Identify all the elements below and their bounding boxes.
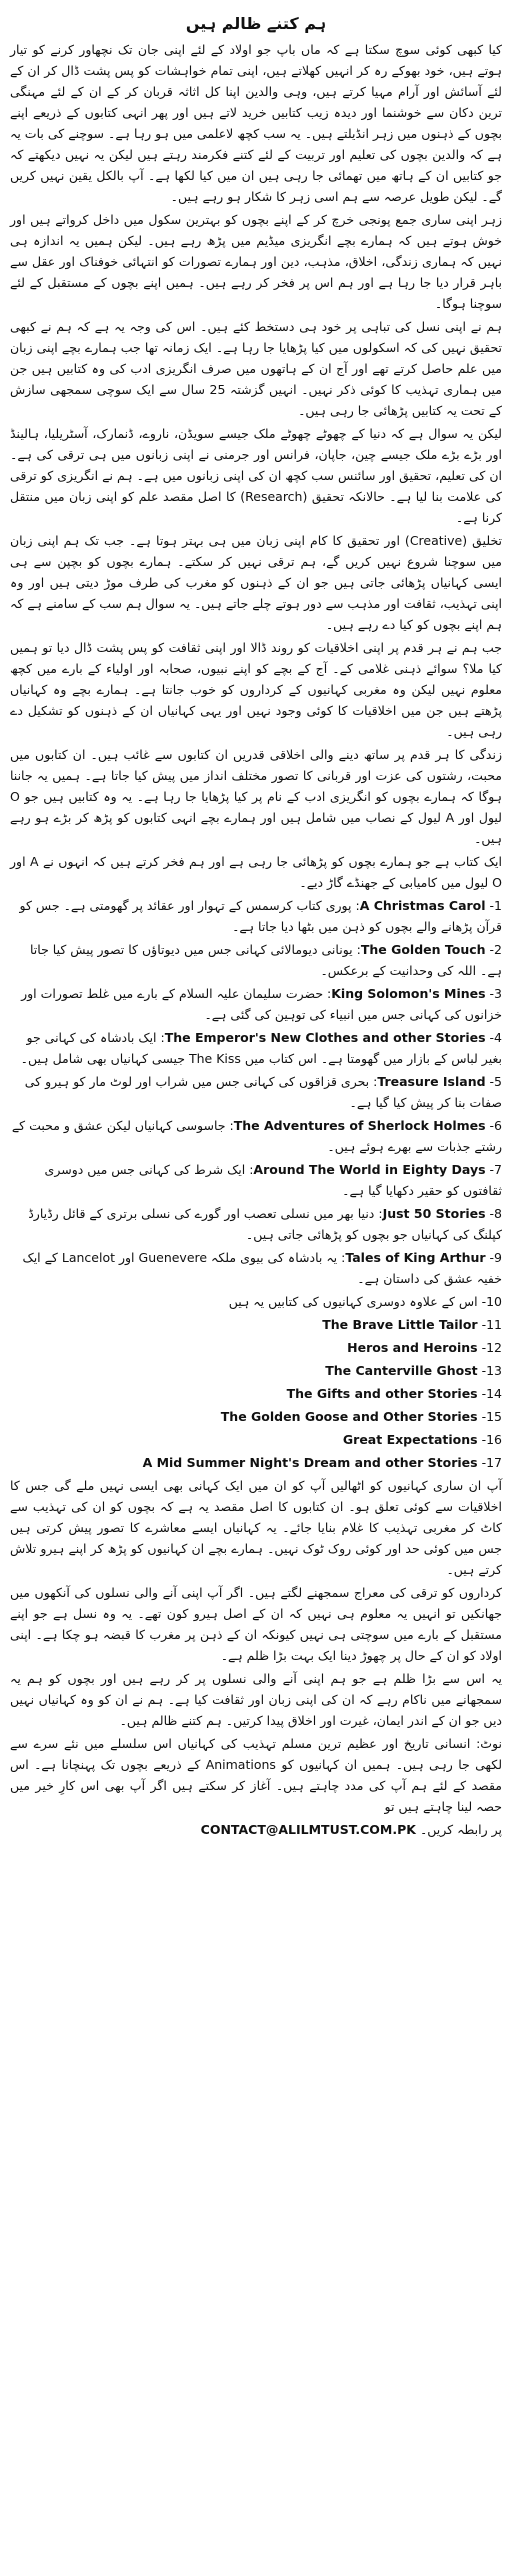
paragraph: زندگی کا ہر قدم پر ساتھ دینے والی اخلاقی قدریں ان کتابوں سے غائب ہیں۔ ان کتابوں میں محبت، رشتوں کی عزت اور قربانی کا تصور مختلف انداز میں پیش کیا جاتا ہے۔ ہمیں یہ جاننا ہوگا کہ ہمارے بچوں کو انگریزی ادب کے نام پر کیا پڑھایا جا رہا ہے۔ یہ وہ کتابیں ہیں جو O لیول اور A لیول کے نصاب میں شامل ہیں اور ہمارے بچے انہی کتابوں کو پڑھ کر بڑے ہو رہے ہیں۔ bbox=[10, 747, 502, 846]
paragraph: ہم نے اپنی نسل کی تباہی پر خود ہی دستخط کئے ہیں۔ اس کی وجہ یہ ہے کہ ہم نے کبھی تحقیق نہیں کی کہ اسکولوں میں کیا پڑھایا جا رہا ہے۔ ایک زمانہ تھا جب ہمارے بچے اپنی زبان میں علم حاصل کرتے تھے اور آج ان کے ہاتھوں میں صرف انگریزی ادب کی وہ کتابیں ہیں جن میں ہماری تہذیب کا کوئی ذکر نہیں۔ انہیں گزشتہ 25 سال سے ایک سوچی سمجھی سازش کے تحت یہ کتابیں پڑھائی جا رہی ہیں۔ bbox=[10, 319, 502, 418]
list-item-number: 17 bbox=[486, 1455, 502, 1470]
list-item-number: 5 bbox=[494, 1074, 502, 1089]
book-title: Just 50 Stories bbox=[382, 1206, 486, 1221]
article-closing bbox=[10, 1475, 502, 1817]
closing-paragraph: آپ ان ساری کہانیوں کو اٹھالیں آپ کو ان میں ایک کہانی بھی ایسی نہیں ملے گی جس کا اخلاقیات سے کوئی تعلق ہو۔ ان کتابوں کا اصل مقصد یہ ہے کہ بچوں کو ان کی تہذیب سے کاٹ کر مغربی تہذیب کا غلام بنایا جائے۔ یہ کہانیاں ایسے معاشرے کا تصور پیش کرتی ہیں جس میں کوئی حد اور کوئی روک ٹوک نہیں۔ ہمارے بچے ان کہانیوں کو پڑھ کر اپنے ہیرو تلاش کرتے ہیں۔ bbox=[10, 1478, 502, 1577]
list-item-number: 6 bbox=[494, 1118, 502, 1133]
list-item-number: 15 bbox=[486, 1409, 502, 1424]
list-item: 14- The Gifts and other Stories bbox=[286, 1386, 502, 1401]
list-item: 13- The Canterville Ghost bbox=[325, 1363, 502, 1378]
list-item: 17- A Mid Summer Night's Dream and other Stories bbox=[142, 1455, 502, 1470]
article-body bbox=[10, 39, 502, 893]
book-description: یہ بادشاہ کی بیوی ملکہ Guenevere اور Lancelot کے ایک خفیہ عشق کی داستان ہے۔ bbox=[22, 1250, 502, 1286]
list-item: 8- Just 50 Stories: دنیا بھر میں نسلی تعصب اور گورے کی نسلی برتری کے قائل رڈیارڈ کپلنگ کی کہانیاں جو بچوں کو پڑھائی جاتی ہیں۔ bbox=[28, 1206, 502, 1242]
book-title: A Mid Summer Night's Dream and other Stories bbox=[142, 1455, 478, 1470]
book-title: The Golden Goose and Other Stories bbox=[220, 1409, 478, 1424]
closing-paragraph: نوٹ: انسانی تاریخ اور عظیم ترین مسلم تہذیب کی کہانیاں اس سلسلے میں نئے سرے سے لکھی جا رہی ہیں۔ ہمیں ان کہانیوں کو Animations کے ذریعے بچوں تک پہنچانا ہے۔ اس مقصد کے لئے ہم آپ کی مدد چاہتے ہیں۔ آغاز کر سکتے ہیں اگر آپ بھی اس کارِ خیر میں حصہ لینا چاہتے ہیں تو bbox=[10, 1736, 502, 1814]
list-item: 1- A Christmas Carol: پوری کتاب کرسمس کے تہوار اور عقائد پر گھومتی ہے۔ جس کو قرآن پڑھانے والے بچوں کو ذہن میں بٹھا دیا جاتا ہے۔ bbox=[19, 898, 502, 934]
paragraph: ایک کتاب ہے جو ہمارے بچوں کو پڑھائی جا رہی ہے اور ہم فخر کرتے ہیں کہ انہوں نے A اور O لیول میں کامیابی کے جھنڈے گاڑ دیے۔ bbox=[10, 854, 502, 890]
book-description: ایک بادشاہ کی کہانی جو بغیر لباس کے بازار میں گھومتا ہے۔ اس کتاب میں The Kiss جیسی کہانیاں بھی شامل ہیں۔ bbox=[20, 1030, 502, 1066]
book-title: The Adventures of Sherlock Holmes bbox=[233, 1118, 486, 1133]
list-item-number: 10 bbox=[486, 1294, 502, 1309]
list-item: 12- Heros and Heroins bbox=[347, 1340, 502, 1355]
book-description: یونانی دیومالائی کہانی جس میں دیوتاؤں کا تصور پیش کیا جاتا ہے۔ اللہ کی وحدانیت کے برعکس۔ bbox=[30, 942, 502, 978]
book-description: حضرت سلیمان علیہ السلام کے بارے میں غلط تصورات اور خزانوں کی کہانی جس میں انبیاء کی توہین کی گئی ہے۔ bbox=[21, 986, 502, 1022]
contact-tail: پر رابطہ کریں۔ bbox=[419, 1822, 502, 1837]
contact-line bbox=[10, 1819, 502, 1840]
book-description: بحری قزاقوں کی کہانی جس میں شراب اور لوٹ مار کو ہیرو کی صفات بنا کر پیش کیا گیا ہے۔ bbox=[24, 1074, 502, 1110]
list-item-number: 14 bbox=[486, 1386, 502, 1401]
list-item-number: 2 bbox=[494, 942, 502, 957]
list-item: 10- اس کے علاوہ دوسری کہانیوں کی کتابیں یہ ہیں bbox=[228, 1294, 502, 1309]
paragraph: کیا کبھی کوئی سوچ سکتا ہے کہ ماں باپ جو اولاد کے لئے اپنی جان تک نچھاور کرنے کو تیار ہوتے ہیں، خود بھوکے رہ کر انہیں کھلاتے ہیں، اپنی تمام خواہشات کو پس پشت ڈال کر ان کے لئے آسائش اور آرام مہیا کرتے ہیں، وہی والدین اپنا کل اثاثہ قربان کر کے ان کے لئے مہنگی ترین دکان سے خوشنما اور دیدہ زیب کتابیں خرید لاتے ہیں اور پھر انہی کتابوں کے ذریعے اپنے بچوں کے ذہنوں میں زہر انڈیلتے ہیں۔ یہ سب کچھ لاعلمی میں ہو رہا ہے۔ سوچنے کی بات یہ ہے کہ والدین بچوں کی تعلیم اور تربیت کے لئے کتنے فکرمند رہتے ہیں لیکن یہ نہیں دیکھتے کہ جو کتابیں ان کے ہاتھ میں تھمائی جا رہی ہیں ان میں کیا لکھا ہے۔ آپ بالکل یقین نہیں کریں گے۔ لیکن طویل عرصہ سے ہم اسی زہر کا شکار ہو رہے ہیں۔ bbox=[10, 42, 502, 204]
list-item-number: 3 bbox=[494, 986, 502, 1001]
list-item: 15- The Golden Goose and Other Stories bbox=[220, 1409, 502, 1424]
list-item: 4- The Emperor's New Clothes and other Stories: ایک بادشاہ کی کہانی جو بغیر لباس کے بازار میں گھومتا ہے۔ اس کتاب میں The Kiss جیسی کہانیاں بھی شامل ہیں۔ bbox=[20, 1030, 502, 1066]
book-title: King Solomon's Mines bbox=[331, 986, 486, 1001]
book-description: جاسوسی کہانیاں لیکن عشق و محبت کے رشتے جذبات سے بھرے ہوئے ہیں۔ bbox=[11, 1118, 502, 1154]
list-item: 3- King Solomon's Mines: حضرت سلیمان علیہ السلام کے بارے میں غلط تصورات اور خزانوں کی کہانی جس میں انبیاء کی توہین کی گئی ہے۔ bbox=[21, 986, 502, 1022]
book-title: Treasure Island bbox=[377, 1074, 486, 1089]
paragraph: زہر اپنی ساری جمع پونجی خرچ کر کے اپنے بچوں کو بہترین سکول میں داخل کرواتے ہیں اور خوش ہوتے ہیں کہ ہمارے بچے انگریزی میڈیم میں پڑھ رہے ہیں۔ لیکن ہمیں یہ اندازہ ہی نہیں کہ ہماری زندگی، اخلاق، مذہب، دین اور ہمارے تصورات کو انتہائی خوفناک اور عقل سے باہر قرار دیا جا رہا ہے اور ہم اس پر فخر کر رہے ہیں۔ ہمیں اپنے بچوں کے مستقبل کے لئے سوچنا ہوگا۔ bbox=[10, 212, 502, 311]
list-item: 9- Tales of King Arthur: یہ بادشاہ کی بیوی ملکہ Guenevere اور Lancelot کے ایک خفیہ عشق کی داستان ہے۔ bbox=[22, 1250, 502, 1286]
list-item: 2- The Golden Touch: یونانی دیومالائی کہانی جس میں دیوتاؤں کا تصور پیش کیا جاتا ہے۔ اللہ کی وحدانیت کے برعکس۔ bbox=[30, 942, 502, 978]
paragraph: جب ہم نے ہر قدم پر اپنی اخلاقیات کو روند ڈالا اور اپنی ثقافت کو پس پشت ڈال دیا تو ہمیں کیا ملا؟ سوائے ذہنی غلامی کے۔ آج کے بچے کو اپنے نبیوں، صحابہ اور اولیاء کے بارے میں کچھ معلوم نہیں لیکن وہ مغربی کہانیوں کے کرداروں کو خوب جانتا ہے۔ ہمارے بچے وہ کہانیاں پڑھتے ہیں جن میں اخلاقیات کا کوئی وجود نہیں اور یہی کہانیاں ان کے ذہنوں کو تشکیل دے رہی ہیں۔ bbox=[10, 640, 502, 739]
list-item: 16- Great Expectations bbox=[342, 1432, 502, 1447]
list-item: 11- The Brave Little Tailor bbox=[322, 1317, 502, 1332]
paragraph: لیکن یہ سوال ہے کہ دنیا کے چھوٹے چھوٹے ملک جیسے سویڈن، ناروے، ڈنمارک، آسٹریلیا، ہالینڈ اور بڑے بڑے ملک جیسے چین، جاپان، فرانس اور جرمنی نے اپنی زبانوں میں ہی ترقی کی ہے۔ ان کی تعلیم، تحقیق اور سائنس سب کچھ ان کی اپنی زبانوں میں ہے۔ ہم نے انگریزی کو ترقی کی علامت بنا لیا ہے۔ حالانکہ تحقیق (Research) کا اصل مقصد علم کو اپنی زبان میں منتقل کرنا ہے۔ bbox=[10, 426, 503, 525]
list-item-number: 4 bbox=[494, 1030, 502, 1045]
book-description: اس کے علاوہ دوسری کہانیوں کی کتابیں یہ ہیں bbox=[228, 1294, 478, 1309]
list-item-number: 1 bbox=[494, 898, 502, 913]
book-title: Tales of King Arthur bbox=[345, 1250, 486, 1265]
list-item: 7- Around The World in Eighty Days: ایک شرط کی کہانی جس میں دوسری ثقافتوں کو حقیر دکھایا گیا ہے۔ bbox=[44, 1162, 502, 1198]
list-item-number: 13 bbox=[486, 1363, 502, 1378]
book-title: Heros and Heroins bbox=[347, 1340, 478, 1355]
book-title: The Brave Little Tailor bbox=[322, 1317, 478, 1332]
book-title: The Golden Touch bbox=[360, 942, 486, 957]
list-item-number: 16 bbox=[486, 1432, 502, 1447]
book-title: The Gifts and other Stories bbox=[286, 1386, 478, 1401]
book-description: پوری کتاب کرسمس کے تہوار اور عقائد پر گھومتی ہے۔ جس کو قرآن پڑھانے والے بچوں کو ذہن میں بٹھا دیا جاتا ہے۔ bbox=[19, 898, 502, 934]
article-title: ہم کتنے ظالم ہیں bbox=[185, 14, 327, 33]
book-list bbox=[10, 895, 502, 1473]
book-title: Great Expectations bbox=[342, 1432, 478, 1447]
list-item-number: 9 bbox=[494, 1250, 502, 1265]
book-title: The Canterville Ghost bbox=[325, 1363, 478, 1378]
list-item: 6- The Adventures of Sherlock Holmes: جاسوسی کہانیاں لیکن عشق و محبت کے رشتے جذبات سے بھرے ہوئے ہیں۔ bbox=[11, 1118, 502, 1154]
contact-email[interactable]: CONTACT@ALILMTUST.COM.PK bbox=[200, 1822, 416, 1837]
list-item-number: 12 bbox=[486, 1340, 502, 1355]
book-title: A Christmas Carol bbox=[359, 898, 486, 913]
book-title: The Emperor's New Clothes and other Stories bbox=[164, 1030, 486, 1045]
list-item-number: 8 bbox=[494, 1206, 502, 1221]
paragraph: تخلیق (Creative) اور تحقیق کا کام اپنی زبان میں ہی بہتر ہوتا ہے۔ جب تک ہم اپنی زبان میں سوچنا شروع نہیں کریں گے، ہم ترقی نہیں کر سکتے۔ ہمارے بچوں کو بچپن سے ہی ایسی کہانیاں پڑھائی جاتی ہیں جو ان کے ذہنوں کو مغرب کی طرف موڑ دیتی ہیں اور وہ اپنی تہذیب، ثقافت اور مذہب سے دور ہوتے چلے جاتے ہیں۔ یہ سوال ہم سب کے سامنے ہے کہ ہم اپنے بچوں کو کیا دے رہے ہیں۔ bbox=[10, 533, 503, 632]
book-description: ایک شرط کی کہانی جس میں دوسری ثقافتوں کو حقیر دکھایا گیا ہے۔ bbox=[44, 1162, 502, 1198]
list-item-number: 11 bbox=[486, 1317, 502, 1332]
closing-paragraph: کرداروں کو ترقی کی معراج سمجھنے لگتے ہیں۔ اگر آپ اپنی آنے والی نسلوں کی آنکھوں میں جھانکیں تو انہیں یہ معلوم ہی نہیں کہ ان کے اصل ہیرو کون تھے۔ یہ وہ نسل ہے جو اپنے مستقبل کے بارے میں سوچتی ہی نہیں کیونکہ ان کے ذہن پر مغرب کا قبضہ ہو چکا ہے۔ اپنی اولاد کو ان کے حال پر چھوڑ دینا ایک بہت بڑا ظلم ہے۔ bbox=[10, 1585, 502, 1663]
book-title: Around The World in Eighty Days bbox=[253, 1162, 486, 1177]
closing-paragraph: یہ اس سے بڑا ظلم ہے جو ہم اپنی آنے والی نسلوں پر کر رہے ہیں اور بچوں کو ہم یہ سمجھانے میں ناکام رہے کہ ان کی اپنی زبان اور ثقافت کیا ہے۔ ہم نے ان کو وہ کہانیاں نہیں دیں جو ان کے اندر ایمان، غیرت اور اخلاق پیدا کرتیں۔ ہم کتنے ظالم ہیں۔ bbox=[10, 1671, 502, 1728]
list-item: 5- Treasure Island: بحری قزاقوں کی کہانی جس میں شراب اور لوٹ مار کو ہیرو کی صفات بنا کر پیش کیا گیا ہے۔ bbox=[24, 1074, 502, 1110]
list-item-number: 7 bbox=[494, 1162, 502, 1177]
book-description: دنیا بھر میں نسلی تعصب اور گورے کی نسلی برتری کے قائل رڈیارڈ کپلنگ کی کہانیاں جو بچوں کو پڑھائی جاتی ہیں۔ bbox=[28, 1206, 502, 1242]
